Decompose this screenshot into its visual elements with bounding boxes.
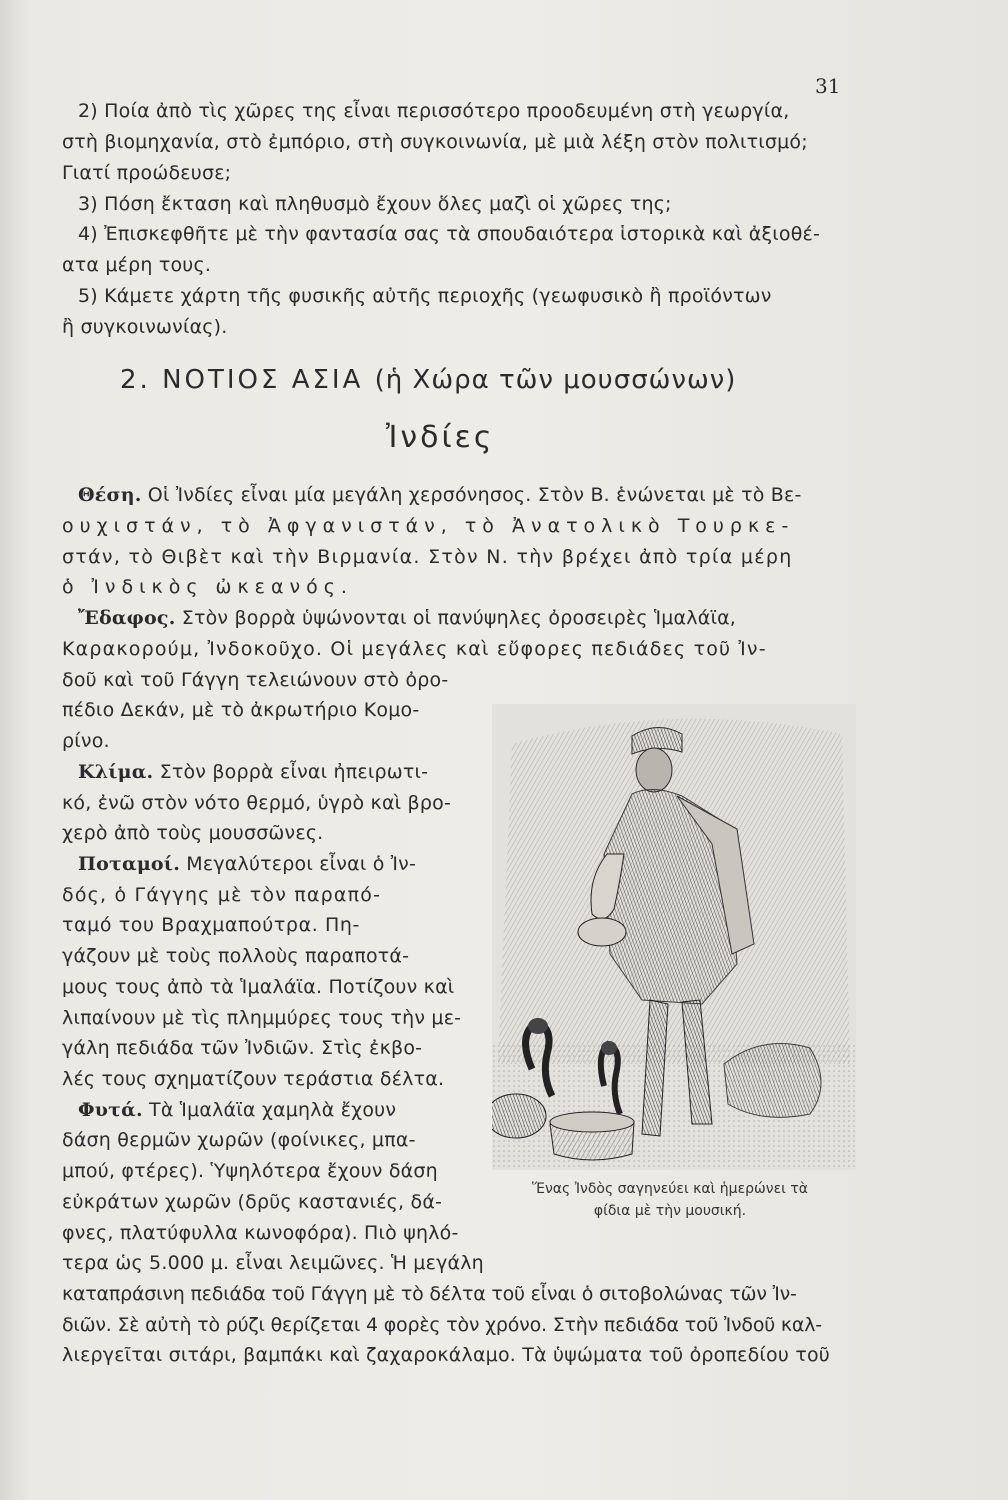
- question-4-line-1: 4) Ἐπισκεφθῆτε μὲ τὴν φαντασία σας τὰ σπουδαιότερα ἱστορικὰ καὶ ἀξιοθέ-: [78, 223, 821, 245]
- potamoi-line-1: [78, 849, 458, 879]
- potamoi-line-5: μους τους ἀπὸ τὰ Ἱμαλάϊα. Ποτίζουν καὶ: [62, 976, 455, 998]
- klima-line-1: [78, 757, 458, 787]
- caption-line-1: Ἕνας Ἰνδὸς σαγηνεύει καὶ ἡμερώνει τὰ: [531, 1181, 808, 1197]
- question-3: 3) Πόση ἔκταση καὶ πληθυσμὸ ἔχουν ὅλες μαζὶ οἱ χῶρες της;: [78, 193, 672, 215]
- potamoi-line-6: λιπαίνουν μὲ τὶς πλημμύρες τους τὴν με-: [62, 1007, 462, 1029]
- klima-line-2: κό, ἐνῶ στὸν νότο θερμό, ὑγρὸ καὶ βρο-: [62, 792, 452, 814]
- fyta-label: Φυτά.: [78, 1099, 143, 1121]
- chapter-title: Ἰνδίες: [386, 420, 495, 455]
- klima-line-3: χερὸ ἀπὸ τοὺς μουσσῶνες.: [62, 822, 324, 844]
- potamoi-line-7: γάλη πεδιάδα τῶν Ἰνδιῶν. Στὶς ἐκβο-: [62, 1037, 423, 1059]
- question-2-line-1: 2) Ποία ἀπὸ τὶς χῶρες της εἶναι περισσότερο προοδευμένη στὴ γεωργία,: [78, 100, 790, 122]
- fyta-line-9: λιεργεῖται σιτάρι, βαμπάκι καὶ ζαχαροκάλαμο. Τὰ ὑψώματα τοῦ ὀροπεδίου τοῦ: [62, 1344, 830, 1366]
- fyta-line-1: [78, 1095, 458, 1125]
- section-heading: [120, 365, 820, 395]
- figure-caption: [474, 1178, 866, 1222]
- fyta-line-3: μπού, φτέρες). Ὑψηλότερα ἔχουν δάση: [62, 1160, 438, 1182]
- fyta-line-8: διῶν. Σὲ αὐτὴ τὸ ρύζι θερίζεται 4 φορὲς τὸν χρόνο. Στὴν πεδιάδα τοῦ Ἰνδοῦ καλ-: [62, 1314, 822, 1336]
- edafos-line-4: πέδιο Δεκάν, μὲ τὸ ἀκρωτήριο Κομο-: [62, 699, 420, 721]
- fyta-line-2: δάση θερμῶν χωρῶν (φοίνικες, μπα-: [62, 1129, 416, 1151]
- potamoi-text-1: Μεγαλύτεροι εἶναι ὁ Ἰν-: [186, 853, 417, 875]
- potamoi-line-4: γάζουν μὲ τοὺς πολλοὺς παραποτά-: [62, 945, 410, 967]
- edafos-line-5: ρίνο.: [62, 730, 110, 752]
- edafos-label: Ἔδαφος.: [78, 607, 176, 629]
- caption-line-2: φίδια μὲ τὴν μουσική.: [593, 1203, 747, 1219]
- potamoi-line-2: δός, ὁ Γάγγης μὲ τὸν παραπό-: [62, 884, 382, 906]
- edafos-line-3: δοῦ καὶ τοῦ Γάγγη τελειώνουν στὸ ὀρο-: [62, 669, 449, 691]
- fyta-line-7: καταπράσινη πεδιάδα τοῦ Γάγγη μὲ τὸ δέλτα τοῦ εἶναι ὁ σιτοβολώνας τῶν Ἰν-: [62, 1283, 797, 1305]
- thesi-line-3: στάν, τὸ Θιβὲτ καὶ τὴν Βιρμανία. Στὸν Ν. τὴν βρέχει ἀπὸ τρία μέρη: [62, 546, 793, 568]
- fyta-line-6: τερα ὡς 5.000 μ. εἶναι λειμῶνες. Ἡ μεγάλη: [62, 1252, 484, 1274]
- question-2-line-2: στὴ βιομηχανία, στὸ ἐμπόριο, στὴ συγκοινωνία, μὲ μιὰ λέξη στὸν πολιτισμό;: [62, 131, 808, 153]
- thesi-line-2: ουχιστάν, τὸ Ἀφγανιστάν, τὸ Ἀνατολικὸ Τουρκε-: [62, 515, 795, 537]
- section-heading-subtitle: (ἡ Χώρα τῶν μουσσώνων): [374, 365, 737, 395]
- edafos-text-1: Στὸν βορρὰ ὑψώνονται οἱ πανύψηλες ὀροσειρὲς Ἱμαλάϊα,: [181, 607, 737, 629]
- thesi-line-4: ὁ Ἰνδικὸς ὠκεανός.: [62, 576, 353, 598]
- edafos-line-1: [78, 603, 862, 633]
- thesi-text-1: Οἱ Ἰνδίες εἶναι μία μεγάλη χερσόνησος. Στὸν Β. ἑνώνεται μὲ τὸ Βε-: [147, 484, 802, 506]
- potamoi-line-8: λές τους σχηματίζουν τεράστια δέλτα.: [62, 1068, 445, 1090]
- snake-charmer-illustration: [492, 704, 856, 1170]
- page-number: 31: [815, 74, 841, 98]
- fyta-line-4: εὐκράτων χωρῶν (δρῦς καστανιές, δά-: [62, 1191, 443, 1213]
- fyta-line-5: φνες, πλατύφυλλα κωνοφόρα). Πιὸ ψηλό-: [62, 1222, 459, 1244]
- potamoi-label: Ποταμοί.: [78, 853, 181, 875]
- potamoi-line-3: ταμό του Βραχμαπούτρα. Πη-: [62, 914, 360, 936]
- question-2-line-3: Γιατί προώδευσε;: [62, 162, 232, 184]
- question-4-line-2: ατα μέρη τους.: [62, 254, 212, 276]
- question-5-line-2: ἢ συγκοινωνίας).: [62, 316, 228, 338]
- section-heading-title: 2. ΝΟΤΙΟΣ ΑΣΙΑ: [120, 365, 364, 395]
- snake-charmer-engraving: [492, 704, 856, 1170]
- question-5-line-1: 5) Κάμετε χάρτη τῆς φυσικῆς αὐτῆς περιοχῆς (γεωφυσικὸ ἢ προϊόντων: [78, 285, 772, 307]
- thesi-line-1: [78, 480, 862, 510]
- thesi-label: Θέση.: [78, 484, 142, 506]
- klima-label: Κλίμα.: [78, 761, 154, 783]
- fyta-text-1: Τὰ Ἱμαλάϊα χαμηλὰ ἔχουν: [149, 1099, 397, 1121]
- klima-text-1: Στὸν βορρὰ εἶναι ἠπειρωτι-: [159, 761, 429, 783]
- edafos-line-2: Καρακορούμ, Ἰνδοκοῦχο. Οἱ μεγάλες καὶ εὔφορες πεδιάδες τοῦ Ἰν-: [62, 638, 767, 660]
